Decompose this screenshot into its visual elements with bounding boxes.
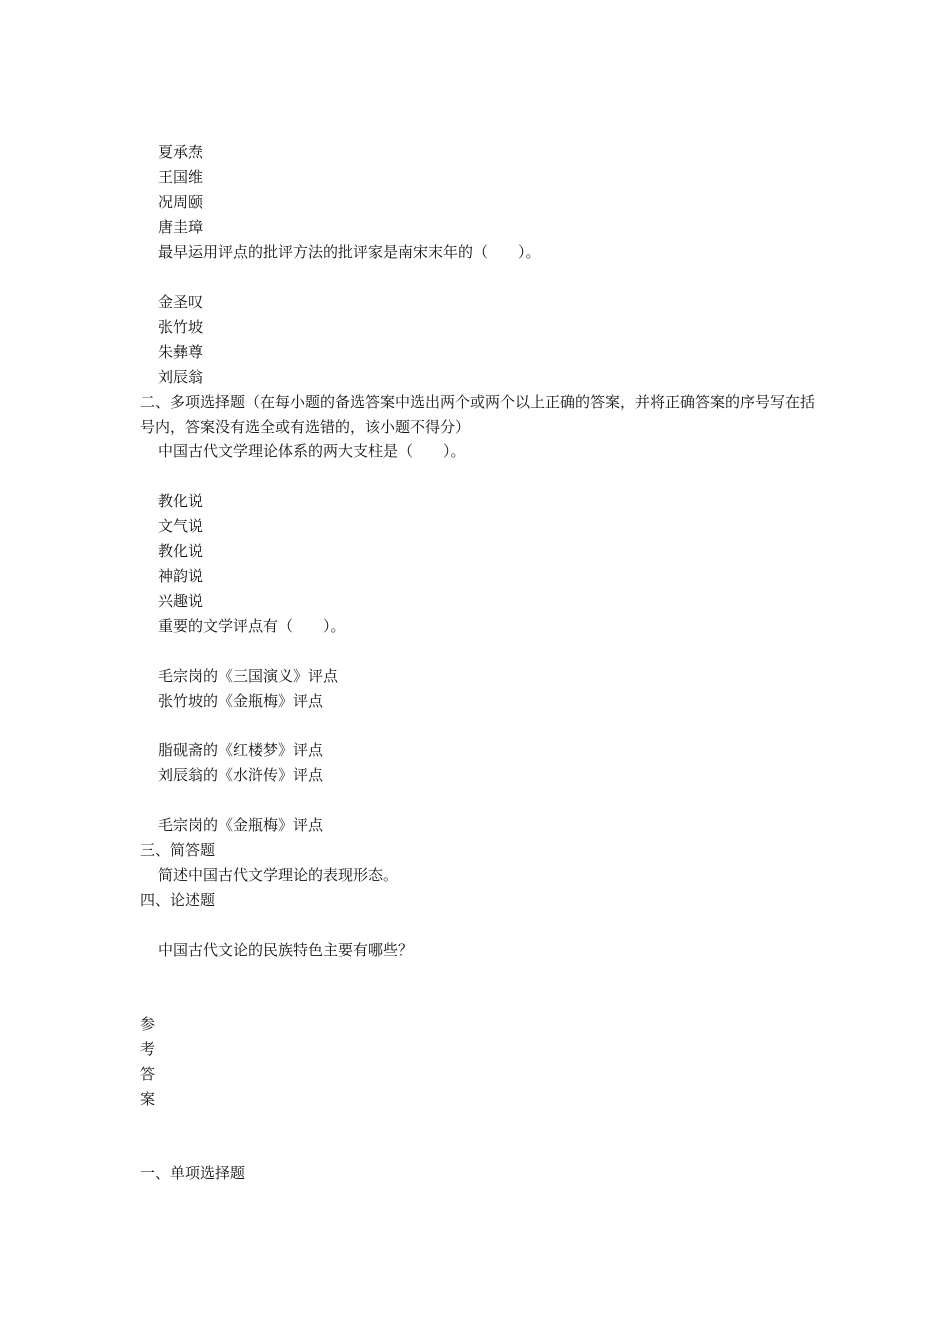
option-item: 朱彝尊 <box>158 343 204 361</box>
option-item: 张竹坡 <box>158 318 204 336</box>
section-heading: 二、多项选择题（在每小题的备选答案中选出两个或两个以上正确的答案，并将正确答案的序号写在括号内，答案没有选全或有选错的，该小题不得分） <box>140 393 816 436</box>
option-item: 金圣叹 <box>158 293 204 311</box>
option-item: 兴趣说 <box>158 592 204 610</box>
section-heading: 一、单项选择题 <box>140 1164 246 1182</box>
option-item: 唐圭璋 <box>158 218 204 236</box>
answers-title-char: 答 <box>140 1065 156 1083</box>
option-item: 况周颐 <box>158 193 204 211</box>
question-stem: 中国古代文学理论体系的两大支柱是（ ）。 <box>158 442 466 460</box>
section-heading: 三、简答题 <box>140 841 216 859</box>
question-stem: 最早运用评点的批评方法的批评家是南宋末年的（ ）。 <box>158 243 541 261</box>
question-stem: 中国古代文论的民族特色主要有哪些？ <box>158 941 414 959</box>
option-item: 刘辰翁的《水浒传》评点 <box>158 766 324 784</box>
option-item: 毛宗岗的《金瓶梅》评点 <box>158 816 324 834</box>
answers-title-char: 案 <box>140 1090 156 1108</box>
answers-title-char: 参 <box>140 1015 156 1033</box>
option-item: 脂砚斋的《红楼梦》评点 <box>158 741 324 759</box>
option-item: 教化说 <box>158 492 204 510</box>
option-item: 王国维 <box>158 168 204 186</box>
option-item: 夏承焘 <box>158 143 204 161</box>
option-item: 张竹坡的《金瓶梅》评点 <box>158 692 324 710</box>
option-item: 教化说 <box>158 542 204 560</box>
section-heading: 四、论述题 <box>140 891 216 909</box>
option-item: 毛宗岗的《三国演义》评点 <box>158 667 339 685</box>
option-item: 神韵说 <box>158 567 204 585</box>
option-item: 刘辰翁 <box>158 368 204 386</box>
answers-title-char: 考 <box>140 1040 156 1058</box>
question-stem: 简述中国古代文学理论的表现形态。 <box>158 866 399 884</box>
question-stem: 重要的文学评点有（ ）。 <box>158 617 346 635</box>
option-item: 文气说 <box>158 517 204 535</box>
